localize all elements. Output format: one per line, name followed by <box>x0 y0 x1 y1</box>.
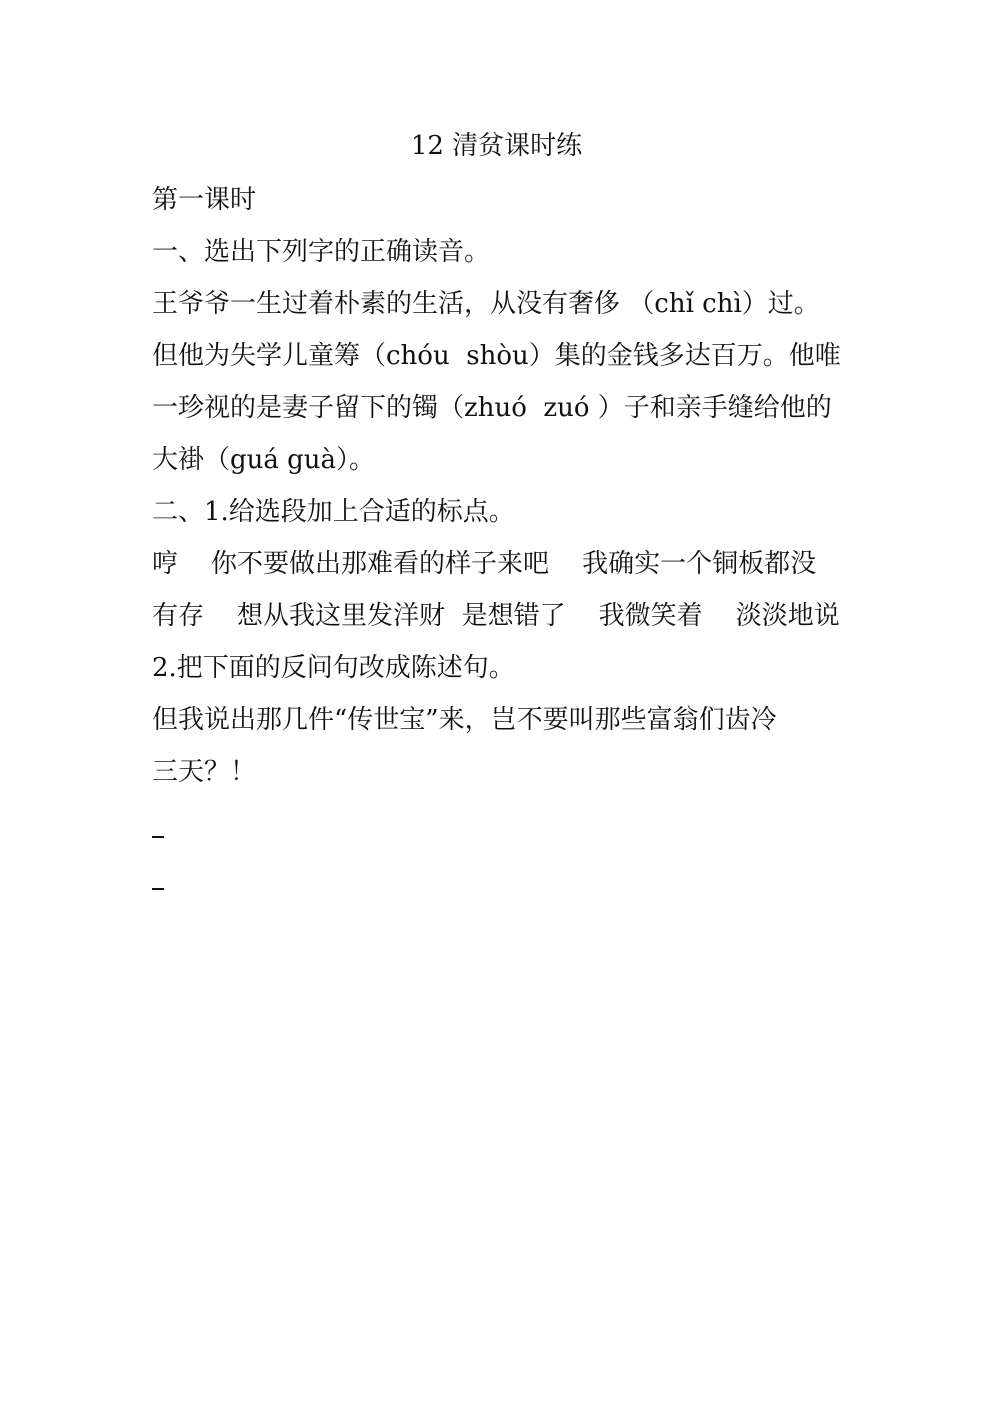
question2-line-1: 但我说出那几件“传世宝”来，岂不要叫那些富翁们齿冷 <box>152 705 777 735</box>
answer-blank-1 <box>152 836 164 838</box>
section1-heading: 一、选出下列字的正确读音。 <box>152 237 491 267</box>
question2-line-2: 三天？！ <box>152 757 257 787</box>
lesson-label: 第一课时 <box>152 185 257 215</box>
answer-blank-2 <box>152 888 164 890</box>
section2-heading: 二、1.给选段加上合适的标点。 <box>152 497 515 527</box>
document-title: 12 清贫课时练 <box>410 131 583 161</box>
passage-line-2: 有存 想从我这里发洋财 是想错了 我微笑着 淡淡地说 <box>152 601 840 631</box>
question2-heading: 2.把下面的反问句改成陈述句。 <box>152 653 515 683</box>
section1-line-3: 一珍视的是妻子留下的镯（zhuó zuó ）子和亲手缝给他的 <box>152 393 832 423</box>
passage-line-1: 哼 你不要做出那难看的样子来吧 我确实一个铜板都没 <box>152 549 817 579</box>
section1-line-2: 但他为失学儿童筹（chóu shòu）集的金钱多达百万。他唯 <box>152 341 841 371</box>
section1-line-1: 王爷爷一生过着朴素的生活，从没有奢侈 （chǐ chì）过。 <box>152 289 820 319</box>
section1-line-4: 大褂（guá guà）。 <box>152 445 376 475</box>
